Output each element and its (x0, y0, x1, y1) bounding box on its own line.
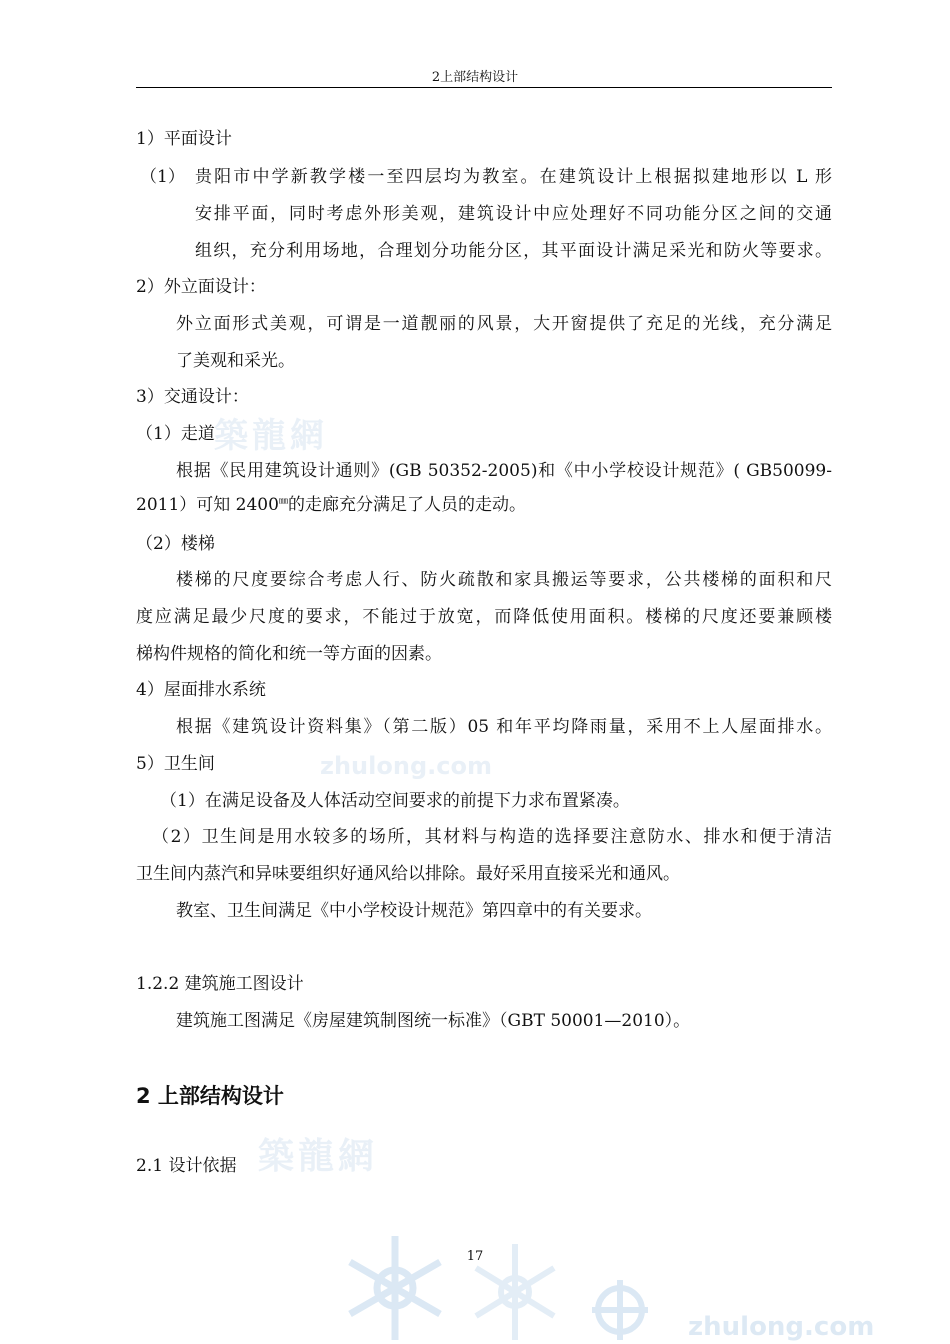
page-number: 17 (466, 1249, 484, 1264)
running-header: 2上部结构设计 (431, 70, 519, 85)
paragraph-line: （1）在满足设备及人体活动空间要求的前提下力求布置紧凑。 (160, 791, 630, 811)
paragraph-line: 度应满足最少尺度的要求，不能过于放宽，而降低使用面积。楼梯的尺度还要兼顾楼 (136, 607, 832, 627)
section-title: 2.1 设计依据 (136, 1156, 237, 1176)
paragraph-line: 教室、卫生间满足《中小学校设计规范》第四章中的有关要求。 (176, 901, 652, 921)
watermark-en-1: zhulong.com (320, 752, 492, 780)
unit-superscript: ㎜ (278, 496, 288, 507)
paragraph-text: 2011）可知 2400 (136, 495, 279, 515)
watermark-en-2: zhulong.com (688, 1312, 875, 1342)
paragraph-line: 了美观和采光。 (176, 351, 295, 371)
chapter-heading: 2 上部结构设计 (136, 1084, 284, 1108)
subsection-title: （2）楼梯 (136, 534, 215, 554)
paragraph-line (136, 494, 526, 516)
header-divider (136, 87, 832, 88)
snowflake-logo-icon (586, 1276, 666, 1344)
item-number: （1） (140, 167, 185, 187)
subsection-title: （1）走道 (136, 424, 215, 444)
paragraph-line: 建筑施工图满足《房屋建筑制图统一标准》（GBT 50001—2010）。 (176, 1011, 691, 1031)
paragraph-line: （2）卫生间是用水较多的场所，其材料与构造的选择要注意防水、排水和便于清洁 (152, 827, 832, 847)
paragraph-line: 根据《民用建筑设计通则》(GB 50352-2005)和《中小学校设计规范》( GB50099- (176, 461, 832, 481)
paragraph-line: 卫生间内蒸汽和异味要组织好通风给以排除。最好采用直接采光和通风。 (136, 864, 680, 884)
paragraph-line: 梯构件规格的简化和统一等方面的因素。 (136, 644, 442, 664)
section-title: 1.2.2 建筑施工图设计 (136, 974, 304, 994)
paragraph-line: 外立面形式美观，可谓是一道靓丽的风景，大开窗提供了充足的光线，充分满足 (176, 314, 832, 334)
paragraph-line: 楼梯的尺度要综合考虑人行、防火疏散和家具搬运等要求，公共楼梯的面积和尺 (176, 570, 832, 590)
paragraph-line: 安排平面，同时考虑外形美观，建筑设计中应处理好不同功能分区之间的交通 (195, 204, 832, 224)
paragraph-text: 的走廊充分满足了人员的走动。 (287, 495, 526, 515)
section-title: 4）屋面排水系统 (136, 680, 266, 700)
watermark-cn-2: 築龍網 (258, 1135, 379, 1177)
paragraph-line: 贵阳市中学新教学楼一至四层均为教室。在建筑设计上根据拟建地形以 L 形 (195, 167, 832, 187)
paragraph-line: 根据《建筑设计资料集》（第二版）05 和年平均降雨量，采用不上人屋面排水。 (176, 717, 832, 737)
section-title: 3）交通设计： (136, 387, 249, 407)
section-title: 5）卫生间 (136, 754, 215, 774)
watermark-cn-1: 築龍網 (214, 416, 328, 456)
section-title: 1）平面设计 (136, 129, 232, 149)
paragraph-line: 组织，充分利用场地，合理划分功能分区，其平面设计满足采光和防火等要求。 (195, 241, 832, 261)
section-title: 2）外立面设计： (136, 277, 266, 297)
